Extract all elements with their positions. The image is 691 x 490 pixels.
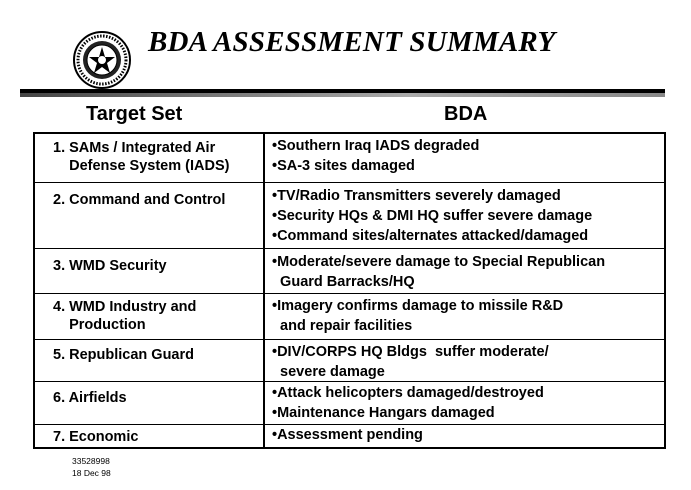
bda-cell [272, 186, 664, 246]
column-header-target-set: Target Set [86, 103, 183, 125]
bda-item: •Southern Iraq IADS degraded [272, 138, 480, 154]
table-row [35, 382, 664, 425]
table-row [35, 294, 664, 340]
bda-item: •Command sites/alternates attacked/damaged [272, 228, 589, 244]
target-set-cell: 3. WMD Security [53, 258, 167, 274]
table-row [35, 183, 664, 249]
bda-item: •SA-3 sites damaged [272, 158, 415, 174]
official-seal-icon [72, 30, 132, 90]
target-set-cell: 6. Airfields [53, 390, 127, 406]
target-set-cell: 1. SAMs / Integrated Air Defense System (IADS) [53, 140, 230, 174]
assessment-table [33, 132, 666, 449]
bda-cell [272, 136, 664, 176]
target-set-cell: 4. WMD Industry and Production [53, 299, 197, 333]
table-row [35, 249, 664, 294]
target-set-cell: 2. Command and Control [53, 192, 226, 208]
bda-item: •Security HQs & DMI HQ suffer severe damage [272, 208, 593, 224]
header-rule [20, 89, 665, 97]
bda-item: •Moderate/severe damage to Special Republican Guard Barracks/HQ [272, 254, 606, 290]
bda-item: •Attack helicopters damaged/destroyed [272, 385, 544, 401]
table-row [35, 425, 664, 449]
bda-cell [272, 383, 664, 423]
bda-item: •Assessment pending [272, 427, 423, 443]
bda-cell [272, 296, 664, 336]
document-date: 18 Dec 98 [72, 468, 111, 478]
column-header-bda: BDA [444, 103, 488, 125]
bda-cell [272, 425, 664, 445]
bda-cell [272, 342, 664, 382]
bda-item: •Maintenance Hangars damaged [272, 405, 495, 421]
table-row [35, 340, 664, 382]
bda-item: •DIV/CORPS HQ Bldgs suffer moderate/ severe damage [272, 344, 549, 380]
document-id: 33528998 [72, 456, 110, 466]
target-set-cell: 7. Economic [53, 429, 139, 445]
bda-item: •Imagery confirms damage to missile R&D and repair facilities [272, 298, 564, 334]
table-row [35, 134, 664, 183]
page-title: BDA ASSESSMENT SUMMARY [148, 26, 556, 58]
bda-cell [272, 252, 664, 292]
target-set-cell: 5. Republican Guard [53, 347, 194, 363]
bda-item: •TV/Radio Transmitters severely damaged [272, 188, 561, 204]
